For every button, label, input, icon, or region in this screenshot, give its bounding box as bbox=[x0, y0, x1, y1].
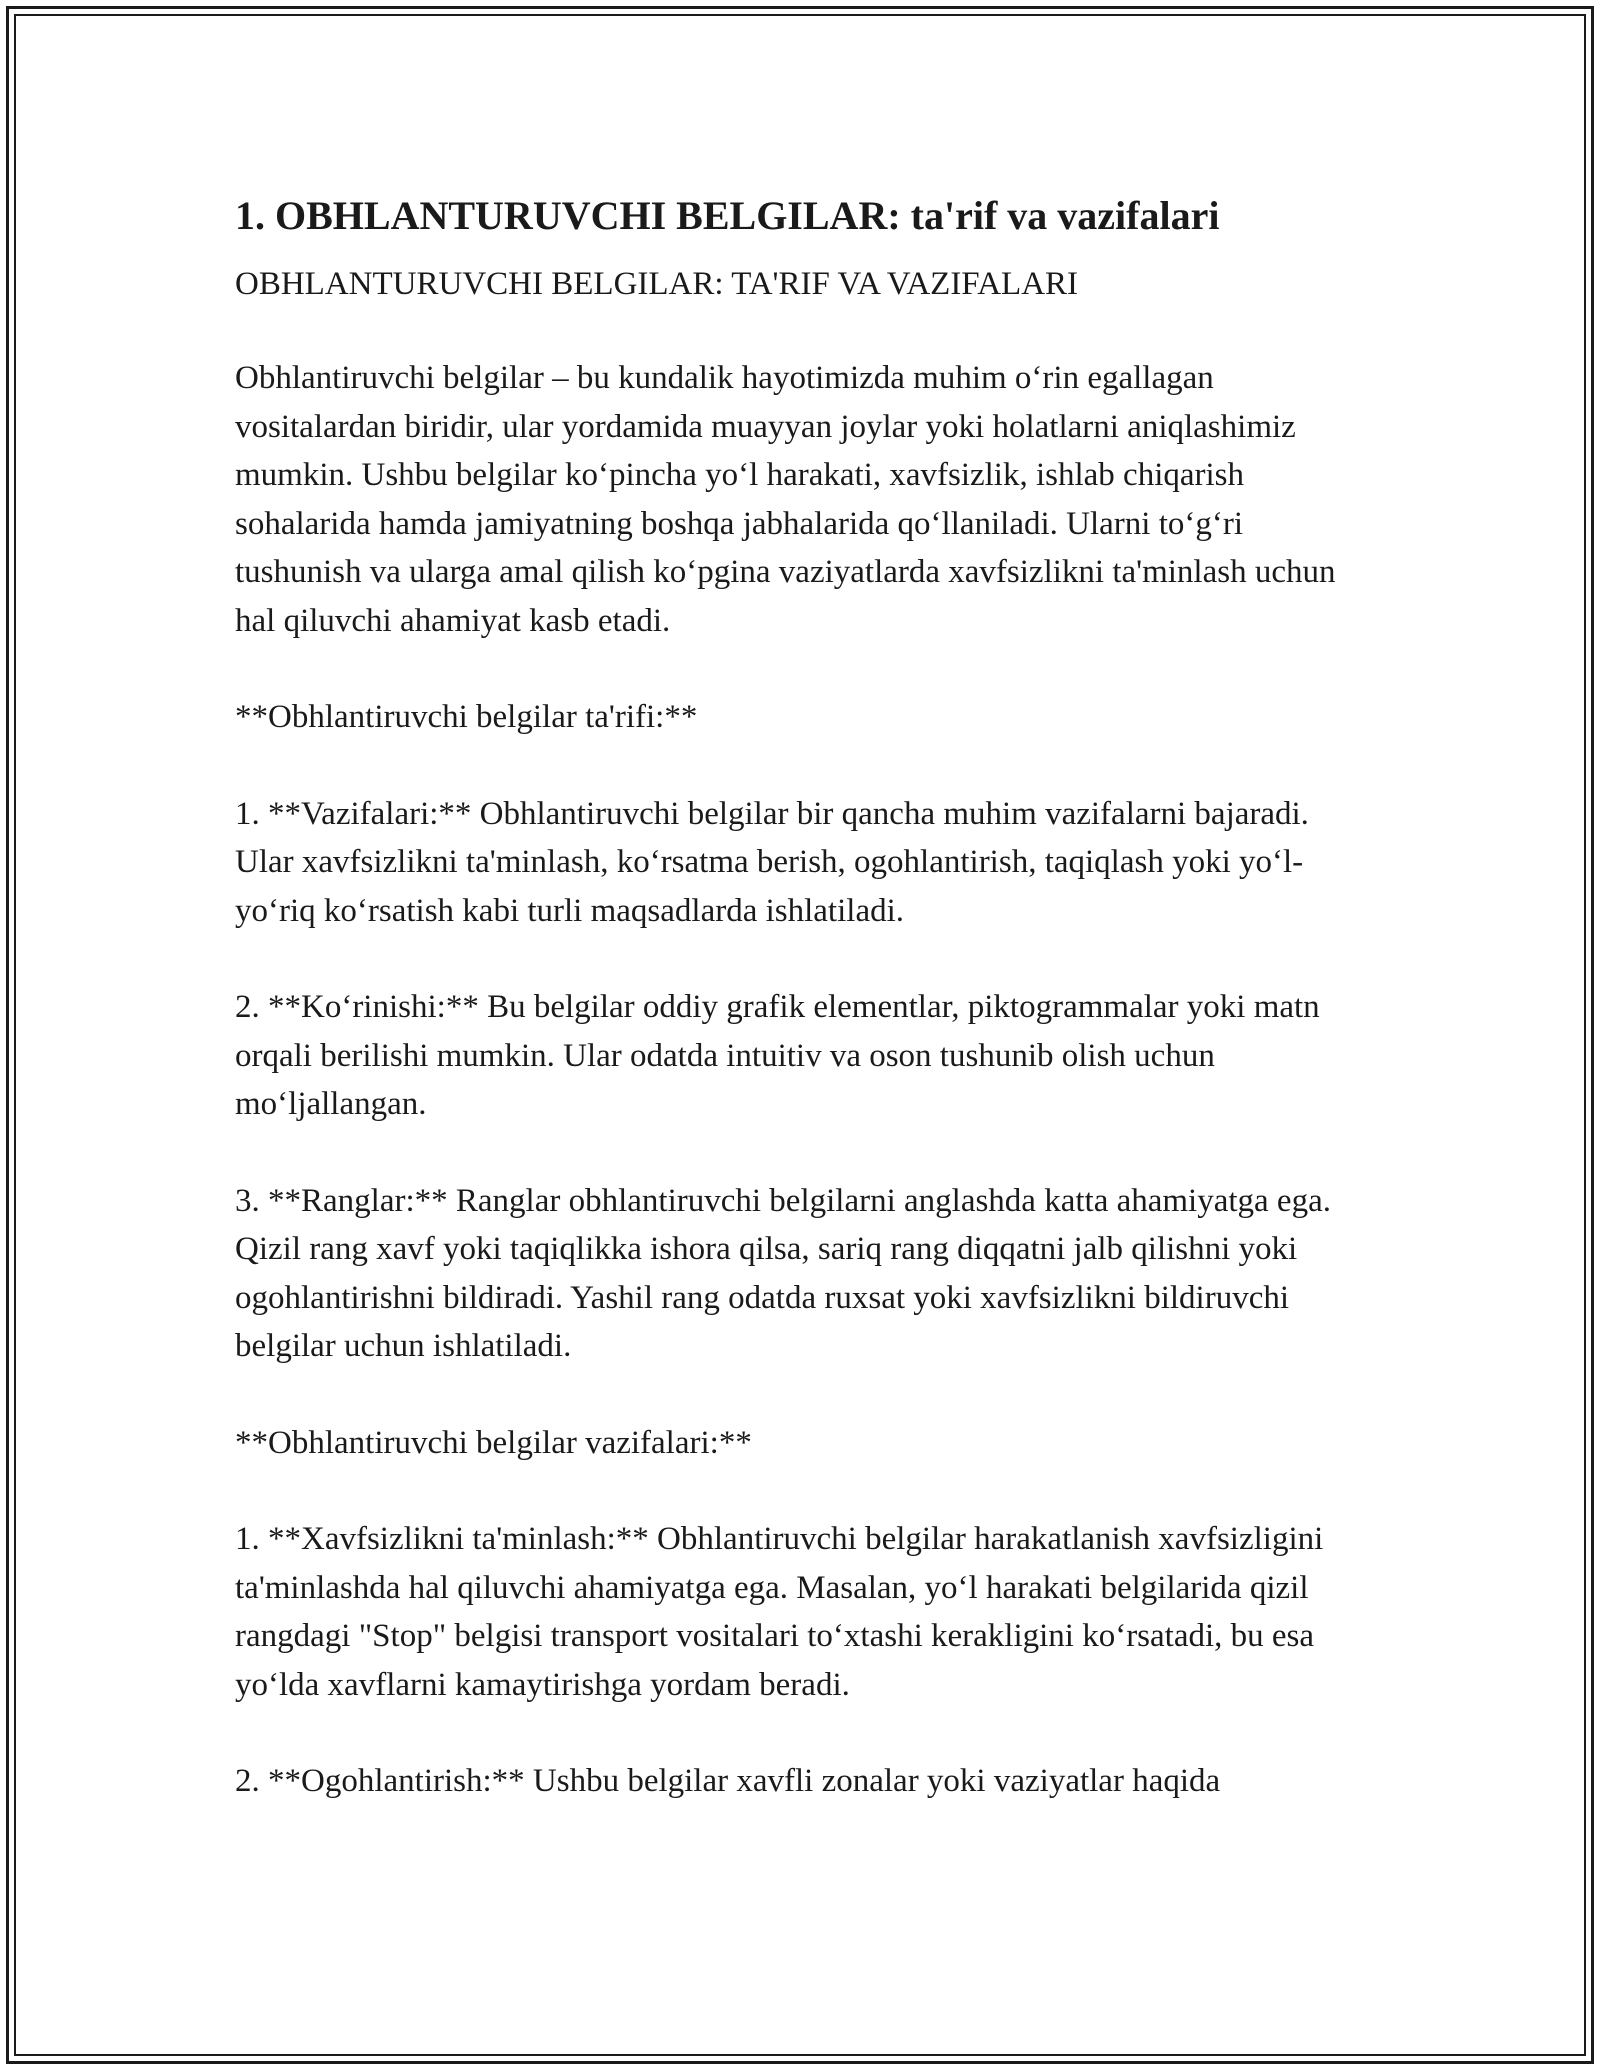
document-title: 1. OBHLANTURUVCHI BELGILAR: ta'rif va vazifalari bbox=[235, 193, 1220, 238]
definition-item-1: 1. **Vazifalari:** Obhlantiruvchi belgilar bir qancha muhim vazifalarni bajaradi. Ular xavfsizlikni ta'minlash, ko‘rsatma berish, ogohlantirish, taqiqlash yoki yo‘l-yo‘riq ko‘rsatish kabi turli maqsadlarda ishlatiladi. bbox=[235, 795, 1309, 929]
document-subtitle: OBHLANTURUVCHI BELGILAR: TA'RIF VA VAZIFALARI bbox=[235, 266, 1079, 302]
function-item-1: 1. **Xavfsizlikni ta'minlash:** Obhlantiruvchi belgilar harakatlanish xavfsizligini ta'minlashda hal qiluvchi ahamiyatga ega. Masalan, yo‘l harakati belgilarida qizil rangdagi "Stop" belgisi transport vositalari to‘xtashi kerakligini ko‘rsatadi, bu esa yo‘lda xavflarni kamaytirishga yordam beradi. bbox=[235, 1521, 1324, 1703]
document-page bbox=[235, 180, 1365, 1806]
intro-paragraph: Obhlantiruvchi belgilar – bu kundalik hayotimizda muhim o‘rin egallagan vositalardan biridir, ular yordamida muayyan joylar yoki holatlarni aniqlashimiz mumkin. Ushbu belgilar ko‘pincha yo‘l harakati, xavfsizlik, ishlab chiqarish sohalarida hamda jamiyatning boshqa jabhalarida qo‘llaniladi. Ularni to‘g‘ri tushunish va ularga amal qilish ko‘pgina vaziyatlarda xavfsizlikni ta'minlash uchun hal qiluvchi ahamiyat kasb etadi. bbox=[235, 360, 1336, 639]
function-item-2: 2. **Ogohlantirish:** Ushbu belgilar xavfli zonalar yoki vaziyatlar haqida bbox=[235, 1763, 1221, 1799]
definition-heading: **Obhlantiruvchi belgilar ta'rifi:** bbox=[235, 699, 698, 735]
definition-item-3: 3. **Ranglar:** Ranglar obhlantiruvchi belgilarni anglashda katta ahamiyatga ega. Qizil rang xavf yoki taqiqlikka ishora qilsa, sariq rang diqqatni jalb qilishni yoki ogohlantirishni bildiradi. Yashil rang odatda ruxsat yoki xavfsizlikni bildiruvchi belgilar uchun ishlatiladi. bbox=[235, 1182, 1331, 1364]
definition-item-2: 2. **Ko‘rinishi:** Bu belgilar oddiy grafik elementlar, piktogrammalar yoki matn orqali berilishi mumkin. Ular odatda intuitiv va oson tushunib olish uchun mo‘ljallangan. bbox=[235, 989, 1320, 1122]
functions-heading: **Obhlantiruvchi belgilar vazifalari:** bbox=[235, 1424, 752, 1461]
